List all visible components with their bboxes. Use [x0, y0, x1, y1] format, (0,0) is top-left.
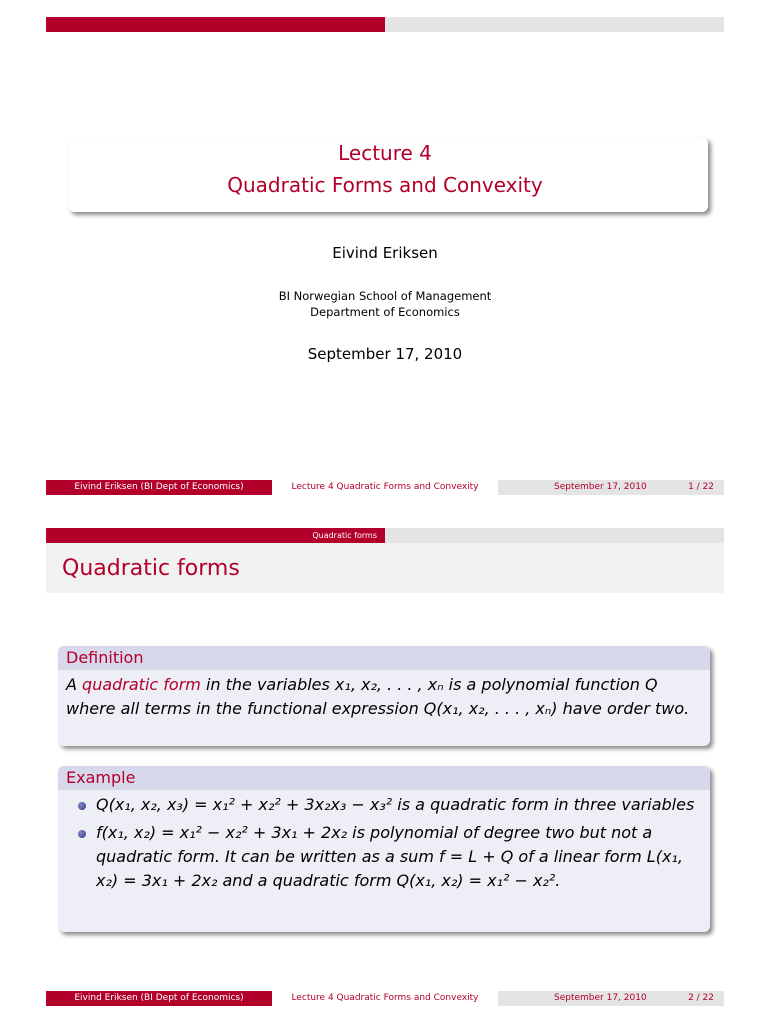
- frame-title: Quadratic forms: [62, 556, 240, 581]
- definition-heading: Definition: [58, 646, 710, 670]
- example-list: [58, 790, 710, 899]
- definition-text-end: in the variables x₁, x₂, . . . , xₙ is a polynomial function Q where all terms in the functional expression Q(x₁, x₂, . . . , xₙ) have order two.: [66, 675, 690, 718]
- footer: [46, 480, 724, 495]
- author: Eivind Eriksen: [332, 244, 438, 262]
- progress-bar: [46, 17, 724, 32]
- section-tab[interactable]: Quadratic forms: [46, 528, 385, 543]
- list-item: [66, 793, 702, 817]
- example-heading: Example: [58, 766, 710, 790]
- institution: BI Norwegian School of Management: [278, 289, 492, 303]
- defined-term: quadratic form: [82, 675, 201, 694]
- definition-text: [58, 670, 710, 727]
- lecture-title: Quadratic Forms and Convexity: [227, 173, 543, 197]
- frame-title-bar: [46, 543, 724, 593]
- definition-block: [58, 646, 710, 746]
- content-slide: [46, 528, 724, 1006]
- footer-date: September 17, 2010: [554, 993, 647, 1003]
- example-item-text: f(x₁, x₂) = x₁² − x₂² + 3x₁ + 2x₂ is polynomial of degree two but not a quadratic form. It can be written as a sum f = L + Q of a linear form L(x₁, x₂) = 3x₁ + 2x₂ and a quadratic form Q(x₁, x₂) = x₁² − x₂².: [96, 823, 683, 890]
- bullet-icon: [78, 830, 86, 838]
- example-block: [58, 766, 710, 932]
- footer-right: [498, 480, 724, 495]
- definition-text-start: A: [66, 675, 83, 694]
- lecture-date: September 17, 2010: [307, 345, 463, 363]
- page-number: 2 / 22: [688, 993, 714, 1003]
- example-item-text: Q(x₁, x₂, x₃) = x₁² + x₂² + 3x₂x₃ − x₃² is a quadratic form in three variables: [96, 795, 695, 814]
- page-number: 1 / 22: [688, 482, 714, 492]
- section-bar: [46, 528, 724, 543]
- department: Department of Economics: [310, 305, 460, 319]
- footer-title: Lecture 4 Quadratic Forms and Convexity: [272, 991, 498, 1006]
- bullet-icon: [78, 802, 86, 810]
- footer-author: Eivind Eriksen (BI Dept of Economics): [46, 991, 272, 1006]
- footer-date: September 17, 2010: [554, 482, 647, 492]
- lecture-number: Lecture 4: [338, 141, 432, 165]
- footer: [46, 991, 724, 1006]
- progress-fill: [46, 17, 385, 32]
- footer-title: Lecture 4 Quadratic Forms and Convexity: [272, 480, 498, 495]
- footer-author: Eivind Eriksen (BI Dept of Economics): [46, 480, 272, 495]
- list-item: [66, 821, 702, 893]
- footer-right: [498, 991, 724, 1006]
- title-slide: [46, 17, 724, 495]
